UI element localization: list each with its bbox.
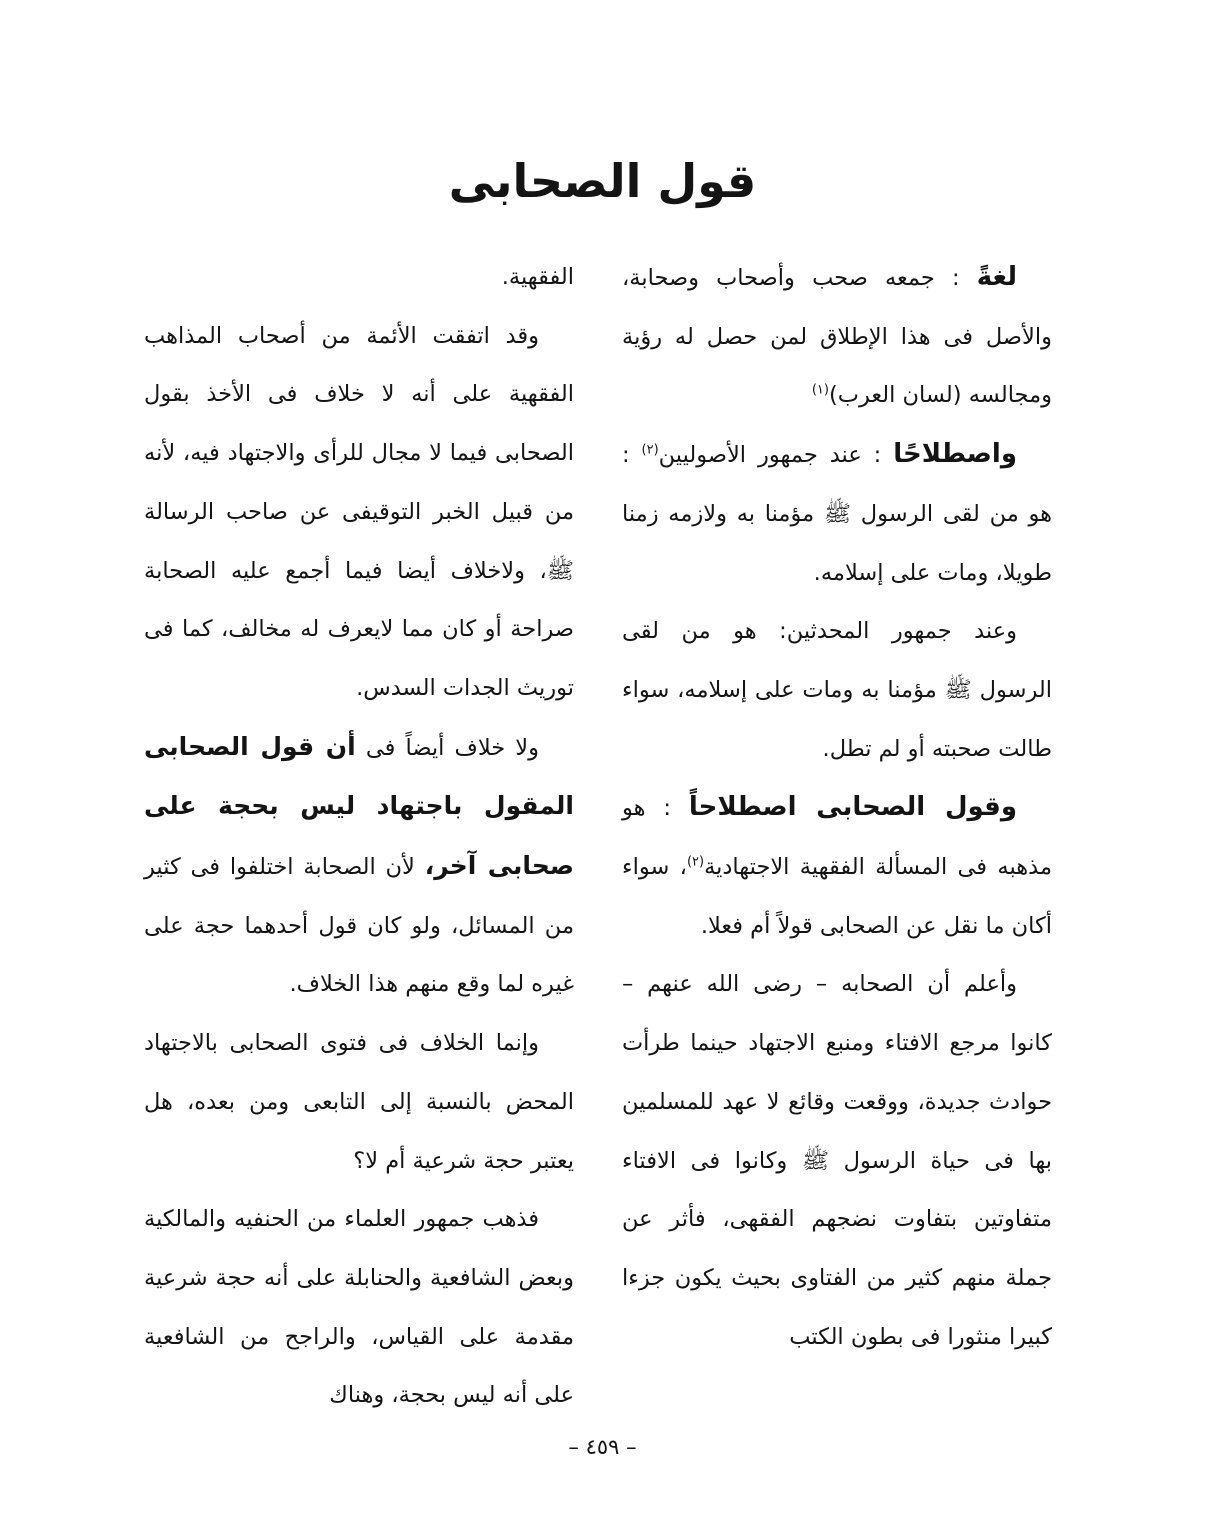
- emphasized-ruling: أن قول الصحابى المقول باجتهاد ليس بحجة على صحابى آخر،: [144, 731, 574, 881]
- right-column: [622, 248, 1052, 1366]
- footnote-ref-2: (٢): [641, 442, 659, 458]
- no-disagreement-text-a: ولا خلاف أيضاً فى: [355, 734, 539, 761]
- companion-saying-text-a: : هو مذهبه فى المسألة الفقهية الاجتهادية: [622, 795, 1052, 881]
- companion-saying-text-b: ، سواء أكان ما نقل عن الصحابى قولاً أم فعلا.: [622, 854, 1052, 939]
- left-column: [144, 248, 574, 1425]
- paragraph-companion-saying: [622, 778, 1052, 955]
- paragraph-linguistic-definition: [622, 248, 1052, 425]
- footnote-ref-1: (١): [811, 382, 829, 398]
- paragraph-hadith-scholars: وعند جمهور المحدثين: هو من لقى الرسول ﷺ مؤمنا به ومات على إسلامه، سواء طالت صحبته أو لم تطل.: [622, 618, 1052, 762]
- term-linguistic: لغةً: [976, 262, 1017, 292]
- paragraph-no-disagreement: [144, 718, 574, 1015]
- term-companion-saying: وقول الصحابى اصطلاحاً: [688, 792, 1017, 823]
- paragraph-continuation: الفقهية.: [501, 264, 574, 290]
- no-disagreement-text-b: لأن الصحابة اختلفوا فى كثير من المسائل، ولو كان قول أحدهما حجة على غيره لما وقع منهم هذا الخلاف.: [144, 854, 574, 998]
- page-title: قول الصحابى: [448, 154, 757, 208]
- paragraph-companions-fatwa: وأعلم أن الصحابه – رضى الله عنهم – كانوا مرجع الافتاء ومنبع الاجتهاد حينما طرأت حوادث جديدة، ووقعت وقائع لا عهد للمسلمين بها فى حياة الرسول ﷺ وكانوا فى الافتاء متفاوتين بتفاوت نضجهم الفقهى، فأثر عن جملة منهم كثير من الفتاوى بحيث يكون جزءا كبيرا منثورا فى بطون الكتب: [622, 971, 1052, 1350]
- linguistic-definition-text: : جمعه صحب وأصحاب وصحابة، والأصل فى هذا الإطلاق لمن حصل له رؤية ومجالسه (لسان العرب): [622, 265, 1052, 409]
- page-number: – ٤٥٩ –: [568, 1435, 637, 1459]
- paragraph-disagreement: وإنما الخلاف فى فتوى الصحابى بالاجتهاد المحض بالنسبة إلى التابعى ومن بعده، هل يعتبر حجة شرعية أم لا؟: [144, 1030, 574, 1174]
- paragraph-majority-opinion: فذهب جمهور العلماء من الحنفيه والمالكية وبعض الشافعية والحنابلة على أنه حجة شرعية مقدمة على القياس، والراجح من الشافعية على أنه ليس بحجة، وهناك: [144, 1206, 574, 1409]
- paragraph-technical-definition: [622, 425, 1052, 602]
- paragraph-imams-agreement: وقد اتفقت الأئمة من أصحاب المذاهب الفقهية على أنه لا خلاف فى الأخذ بقول الصحابى فيما لا مجال للرأى والاجتهاد فيه، لأنه من قبيل الخبر التوقيفى عن صاحب الرسالة ﷺ، ولاخلاف أيضا فيما أجمع عليه الصحابة صراحة أو كان مما لايعرف له مخالف، كما فى توريث الجدات السدس.: [144, 322, 574, 701]
- technical-definition-text-a: : عند جمهور الأصوليين: [658, 442, 894, 469]
- footnote-ref-2b: (٢): [686, 854, 705, 870]
- technical-definition-text-b: : هو من لقى الرسول ﷺ مؤمنا به ولازمه زمنا طويلا، ومات على إسلامه.: [622, 442, 1052, 586]
- term-technical: واصطلاحًا: [893, 439, 1017, 470]
